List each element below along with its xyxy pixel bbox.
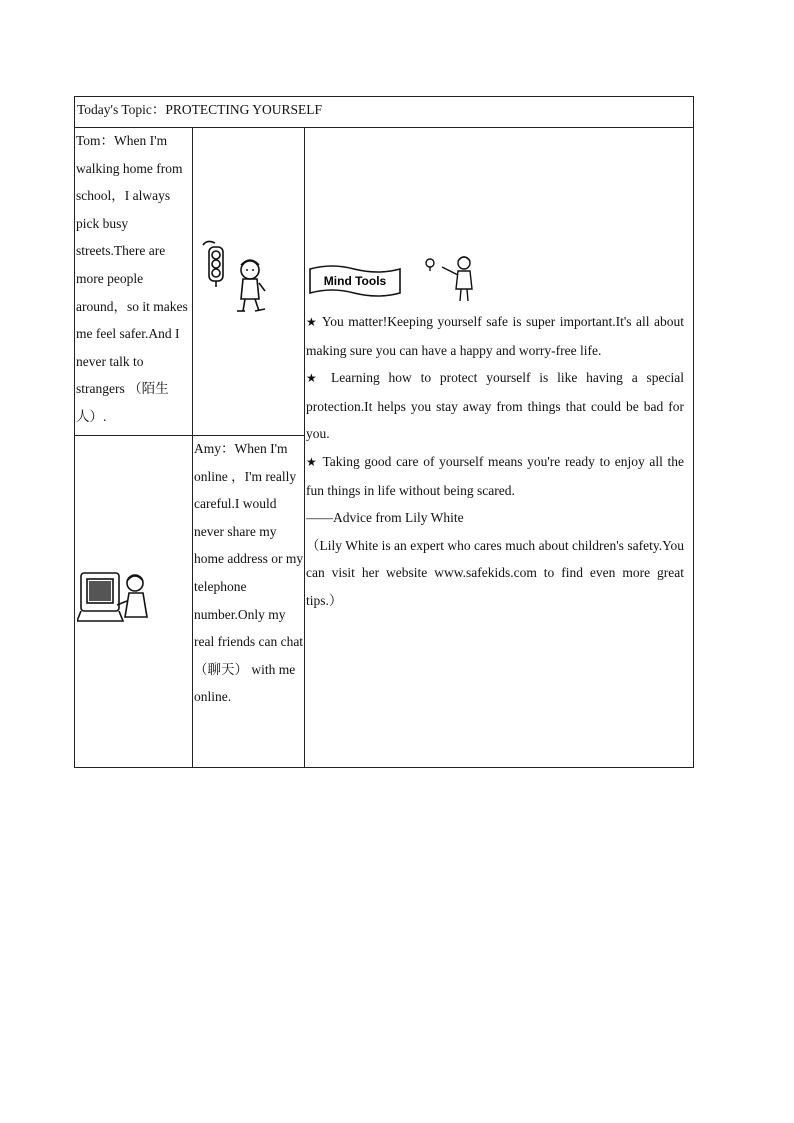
tom-text: Tom：When I'm walking home from school，I always pick busy streets.There are more people around，so it makes me feel safer.And I never talk to strangers （陌生人）. [76,133,188,424]
col-divider-left-upper [192,127,193,435]
advice-signature: ——Advice from Lily White [306,510,464,526]
tip-1-text: You matter!Keeping yourself safe is super important.It's all about making sure you can have a happy and worry-free life. [306,314,684,358]
girl-computer-image [77,567,153,629]
col-divider-left-lower [192,435,193,767]
col-divider-right [304,127,305,767]
expert-note: （Lily White is an expert who cares much about children's safety.You can visit her website www.safekids.com to find even more great tips.） [306,537,684,608]
amy-text: Amy：When I'm online ，I'm really careful.I would never share my home address or my telephone number.Only my real friends can chat （聊天） with me online. [194,441,304,705]
teacher-lightbulb-image [422,253,478,303]
topic-title: Today's Topic：PROTECTING YOURSELF [77,102,323,117]
tip-3 [306,448,684,504]
tip-3-text: Taking good care of yourself means you're ready to enjoy all the fun things in life without being scared. [306,453,685,498]
boy-traffic-light-image [197,235,277,317]
star-icon: ★ [306,454,319,469]
mind-tools-content [306,308,684,615]
tip-2-text: Learning how to protect yourself is like having a special protection.It helps you stay away from things that could be bad for you. [306,370,684,442]
star-icon: ★ [306,371,323,386]
tip-1 [306,308,684,364]
mind-tools-banner [308,263,402,299]
star-icon: ★ [306,315,318,329]
mind-tools-label: Mind Tools [323,274,387,288]
topic-table [74,96,694,768]
tip-2 [306,364,684,448]
